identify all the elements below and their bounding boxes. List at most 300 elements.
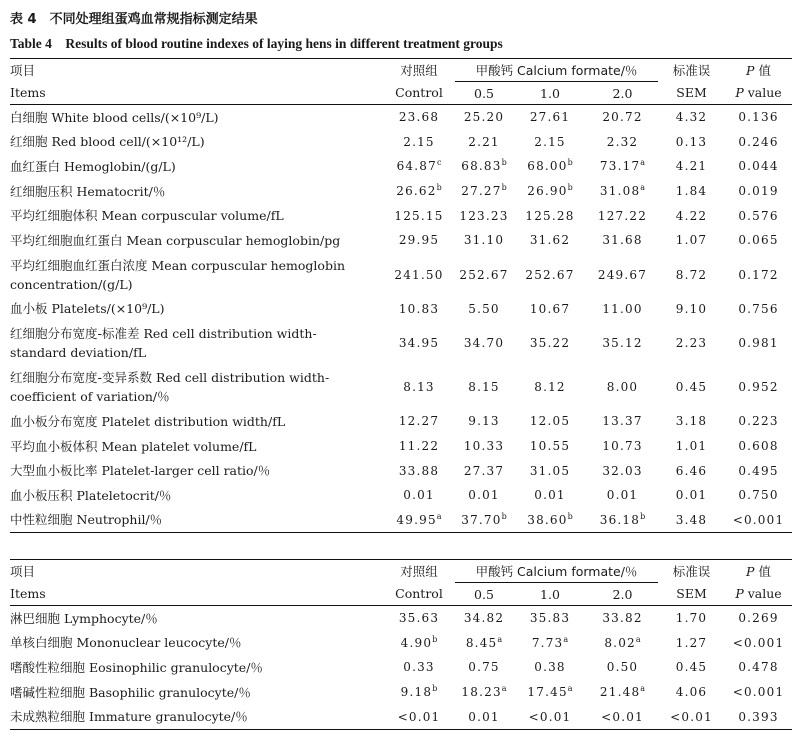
- row-item-label: [10, 483, 383, 508]
- cell-formate-0-5: [455, 508, 513, 533]
- cell-formate-2-0-value: 20.72: [602, 110, 643, 125]
- cell-control-value: 26.62: [396, 184, 437, 199]
- row-item-label: [10, 655, 383, 680]
- table-1-body: [10, 105, 792, 533]
- cell-p-value: [725, 606, 792, 631]
- cell-formate-1-0-value: 10.55: [529, 439, 571, 454]
- cell-control: [383, 321, 455, 365]
- header-p-en: P value: [725, 583, 792, 606]
- cell-formate-0-5-value: 123.23: [459, 208, 509, 223]
- item-name-en: Platelet-larger cell ratio/％: [101, 463, 271, 479]
- cell-sem-value: 1.07: [675, 233, 708, 248]
- cell-control-value: 23.68: [398, 110, 440, 125]
- cell-formate-0-5: [455, 483, 513, 508]
- table-row: [10, 154, 792, 179]
- cell-formate-1-0-value: 31.62: [529, 233, 571, 248]
- cell-p-value-value: 0.952: [738, 380, 779, 395]
- item-name-zh: 红细胞: [10, 134, 48, 150]
- row-item-label: [10, 434, 383, 459]
- cell-control-value: <0.01: [397, 709, 441, 724]
- item-name-en: Platelet distribution width/fL: [101, 413, 286, 429]
- cell-formate-2-0-value: 73.17: [599, 159, 641, 174]
- cell-formate-0-5-value: 0.01: [468, 709, 500, 724]
- cell-control: [383, 458, 455, 483]
- item-name-zh: 未成熟粒细胞: [10, 709, 86, 725]
- header-level-0-5: 0.5: [455, 82, 513, 105]
- cell-formate-1-0: [513, 130, 587, 155]
- table-row: [10, 130, 792, 155]
- item-name-zh: 红细胞分布宽度-标准差: [10, 326, 140, 342]
- cell-p-value: [725, 508, 792, 533]
- cell-formate-1-0: [513, 228, 587, 253]
- item-name-zh: 单核白细胞: [10, 635, 73, 651]
- cell-formate-1-0-value: 8.12: [534, 380, 566, 395]
- cell-formate-1-0: [513, 105, 587, 130]
- cell-formate-0-5-value: 8.45: [465, 635, 498, 650]
- item-name-zh: 红细胞压积: [10, 183, 73, 199]
- cell-p-value: [725, 458, 792, 483]
- cell-formate-1-0: [513, 508, 587, 533]
- row-item-label: [10, 203, 383, 228]
- item-name-zh: 血小板分布宽度: [10, 413, 98, 429]
- item-name-zh: 平均红细胞血红蛋白: [10, 232, 123, 248]
- cell-p-value-value: 0.136: [738, 110, 779, 125]
- cell-sem-value: 0.45: [675, 380, 708, 395]
- cell-control: [383, 154, 455, 179]
- cell-p-value-value: 0.750: [738, 488, 779, 503]
- item-name-en: Neutrophil/％: [76, 512, 163, 528]
- cell-formate-1-0-value: 27.61: [529, 110, 571, 125]
- cell-p-value-value: 0.269: [738, 611, 779, 626]
- cell-control-value: 8.13: [403, 380, 435, 395]
- table-row: [10, 606, 792, 631]
- table-row: [10, 179, 792, 204]
- cell-formate-1-0: [513, 321, 587, 365]
- significance-letter: b: [501, 183, 507, 193]
- cell-control: [383, 606, 455, 631]
- item-name-zh: 血小板压积: [10, 487, 73, 503]
- item-name-zh: 大型血小板比率: [10, 463, 98, 479]
- cell-formate-2-0-value: 8.02: [604, 635, 636, 650]
- significance-letter: b: [567, 158, 573, 168]
- item-name-zh: 红细胞分布宽度-变异系数: [10, 370, 153, 386]
- cell-formate-2-0-value: 13.37: [602, 414, 643, 429]
- cell-p-value: [725, 365, 792, 409]
- table-row: [10, 253, 792, 297]
- cell-formate-0-5-value: 25.20: [463, 110, 505, 125]
- cell-sem: [658, 228, 725, 253]
- header-sem-zh: 标准误: [658, 560, 725, 583]
- cell-control-value: 241.50: [394, 267, 444, 282]
- cell-p-value-value: 0.981: [738, 336, 779, 351]
- item-name-zh: 淋巴细胞: [10, 610, 61, 626]
- significance-letter: c: [436, 158, 442, 168]
- cell-sem: [658, 704, 725, 729]
- cell-sem-value: 9.10: [675, 301, 708, 316]
- header-sem-zh: 标准误: [658, 59, 725, 82]
- table-row: [10, 458, 792, 483]
- row-item-label: [10, 105, 383, 130]
- cell-formate-2-0-value: 31.08: [599, 184, 641, 199]
- header-p-en: P value: [725, 82, 792, 105]
- cell-sem-value: 3.48: [675, 512, 708, 527]
- cell-formate-2-0-value: 0.50: [606, 660, 639, 675]
- cell-formate-2-0-value: <0.01: [601, 709, 644, 724]
- cell-sem: [658, 321, 725, 365]
- significance-letter: a: [635, 634, 641, 644]
- table-row: [10, 409, 792, 434]
- header-level-1-0: 1.0: [513, 82, 587, 105]
- cell-formate-1-0: [513, 458, 587, 483]
- significance-letter: b: [640, 511, 646, 521]
- cell-sem-value: 4.32: [675, 110, 708, 125]
- cell-formate-0-5-value: 2.21: [468, 134, 500, 149]
- cell-formate-0-5-value: 27.27: [461, 184, 502, 199]
- cell-formate-1-0-value: 7.73: [531, 635, 564, 650]
- cell-formate-1-0: [513, 179, 587, 204]
- cell-p-value: [725, 680, 792, 705]
- table-row: [10, 680, 792, 705]
- cell-formate-1-0: [513, 434, 587, 459]
- cell-sem: [658, 154, 725, 179]
- cell-control: [383, 434, 455, 459]
- cell-control: [383, 704, 455, 729]
- item-name-zh: 平均红细胞体积: [10, 208, 98, 224]
- item-name-zh: 血小板: [10, 301, 48, 317]
- item-name-en: Lymphocyte/％: [64, 610, 158, 626]
- table-row: [10, 631, 792, 656]
- cell-control: [383, 483, 455, 508]
- item-name-en: Mean corpuscular hemoglobin: [151, 257, 345, 273]
- cell-formate-2-0: [587, 483, 658, 508]
- cell-sem: [658, 105, 725, 130]
- cell-sem-value: 0.13: [675, 134, 708, 149]
- cell-formate-2-0-value: 127.22: [597, 208, 648, 223]
- cell-formate-2-0-value: 21.48: [599, 685, 641, 700]
- cell-p-value: [725, 297, 792, 322]
- item-name-en: Red cell distribution width-: [156, 370, 330, 386]
- significance-letter: a: [501, 684, 507, 694]
- cell-formate-0-5-value: 9.13: [468, 414, 500, 429]
- cell-control-value: 4.90: [400, 635, 433, 650]
- cell-formate-0-5-value: 34.70: [463, 336, 505, 351]
- cell-formate-0-5: [455, 704, 513, 729]
- significance-letter: a: [497, 634, 503, 644]
- cell-p-value-value: 0.223: [738, 414, 779, 429]
- cell-p-value: [725, 483, 792, 508]
- table-2-body: [10, 606, 792, 730]
- cell-formate-2-0-value: 36.18: [599, 512, 641, 527]
- cell-control-value: 33.88: [398, 463, 440, 478]
- cell-formate-0-5-value: 37.70: [461, 512, 502, 527]
- significance-letter: a: [640, 158, 646, 168]
- table-row: [10, 321, 792, 365]
- item-name-en: Plateletocrit/％: [76, 487, 172, 503]
- cell-sem: [658, 434, 725, 459]
- row-item-label: [10, 228, 383, 253]
- cell-p-value-value: 0.576: [738, 208, 779, 223]
- header-level-2-0: 2.0: [587, 583, 658, 606]
- cell-control: [383, 203, 455, 228]
- cell-p-value-value: 0.172: [738, 267, 779, 282]
- blood-indexes-table-part-2: [10, 559, 792, 730]
- header-calcium-formate-group: 甲酸钙 Calcium formate/％: [455, 560, 658, 583]
- cell-formate-2-0: [587, 606, 658, 631]
- item-name-zh: 平均血小板体积: [10, 438, 98, 454]
- header-level-1-0: 1.0: [513, 583, 587, 606]
- cell-formate-0-5-value: 252.67: [459, 267, 509, 282]
- item-name-en-continued: standard deviation/fL: [10, 345, 146, 361]
- cell-sem: [658, 508, 725, 533]
- table-row: [10, 655, 792, 680]
- cell-sem-value: <0.01: [670, 709, 713, 724]
- cell-control-value: 29.95: [398, 233, 440, 248]
- cell-p-value-value: <0.001: [732, 685, 785, 700]
- row-item-label: [10, 297, 383, 322]
- cell-formate-0-5-value: 5.50: [468, 301, 500, 316]
- cell-formate-1-0-value: 2.15: [534, 134, 566, 149]
- item-name-zh: 血红蛋白: [10, 158, 61, 174]
- cell-formate-0-5: [455, 365, 513, 409]
- cell-formate-1-0: [513, 203, 587, 228]
- cell-control: [383, 680, 455, 705]
- item-name-en: Mean corpuscular volume/fL: [101, 208, 284, 224]
- item-name-en: Red blood cell/(×10¹²/L): [51, 134, 205, 150]
- cell-formate-2-0: [587, 680, 658, 705]
- cell-p-value-value: 0.246: [738, 134, 779, 149]
- item-name-en: Hematocrit/％: [76, 183, 166, 199]
- cell-formate-1-0: [513, 606, 587, 631]
- table-row: [10, 434, 792, 459]
- cell-control-value: 49.95: [396, 512, 437, 527]
- cell-formate-0-5-value: 31.10: [463, 233, 505, 248]
- cell-control-value: 10.83: [398, 301, 440, 316]
- cell-formate-2-0: [587, 434, 658, 459]
- cell-formate-1-0: [513, 680, 587, 705]
- cell-control: [383, 253, 455, 297]
- cell-formate-1-0-value: 0.01: [534, 488, 566, 503]
- cell-control: [383, 655, 455, 680]
- cell-control-value: 34.95: [398, 336, 440, 351]
- cell-formate-2-0: [587, 179, 658, 204]
- row-item-label: [10, 409, 383, 434]
- cell-p-value-value: 0.065: [738, 233, 779, 248]
- cell-formate-1-0-value: 17.45: [527, 685, 568, 700]
- row-item-label: [10, 631, 383, 656]
- cell-formate-0-5: [455, 321, 513, 365]
- cell-formate-0-5-value: 27.37: [463, 463, 505, 478]
- cell-formate-0-5: [455, 297, 513, 322]
- cell-formate-1-0-value: 10.67: [529, 301, 571, 316]
- cell-formate-1-0: [513, 154, 587, 179]
- header-items-en: Items: [10, 82, 383, 105]
- item-name-en: Mean corpuscular hemoglobin/pg: [126, 232, 341, 248]
- cell-formate-2-0: [587, 321, 658, 365]
- table-caption-chinese: 表 4 不同处理组蛋鸡血常规指标测定结果: [10, 12, 258, 27]
- cell-formate-0-5: [455, 434, 513, 459]
- cell-formate-0-5: [455, 130, 513, 155]
- item-name-zh: 嗜碱性粒细胞: [10, 684, 86, 700]
- cell-formate-0-5: [455, 179, 513, 204]
- item-name-en: Immature granulocyte/％: [89, 709, 248, 725]
- cell-sem-value: 0.01: [675, 488, 708, 503]
- cell-formate-1-0: [513, 655, 587, 680]
- cell-sem: [658, 253, 725, 297]
- cell-sem: [658, 483, 725, 508]
- cell-control-value: 2.15: [403, 134, 435, 149]
- cell-p-value: [725, 253, 792, 297]
- cell-formate-0-5-value: 0.75: [468, 660, 500, 675]
- cell-formate-1-0: [513, 409, 587, 434]
- cell-sem-value: 1.84: [675, 184, 708, 199]
- table-caption-english: Table 4 Results of blood routine indexes of laying hens in different treatment groups: [10, 36, 503, 51]
- cell-control: [383, 228, 455, 253]
- header-items-en: Items: [10, 583, 383, 606]
- cell-formate-1-0: [513, 483, 587, 508]
- cell-sem-value: 1.27: [675, 635, 708, 650]
- header-control-zh: 对照组: [383, 59, 455, 82]
- significance-letter: a: [640, 684, 646, 694]
- cell-sem: [658, 655, 725, 680]
- cell-control-value: 0.01: [403, 488, 435, 503]
- item-name-zh: 白细胞: [10, 109, 48, 125]
- table-row: [10, 704, 792, 729]
- cell-control: [383, 365, 455, 409]
- cell-p-value: [725, 704, 792, 729]
- cell-formate-0-5: [455, 228, 513, 253]
- table-row: [10, 365, 792, 409]
- cell-sem: [658, 130, 725, 155]
- cell-formate-1-0: [513, 365, 587, 409]
- cell-p-value: [725, 434, 792, 459]
- cell-p-value-value: 0.019: [738, 184, 779, 199]
- row-item-label: [10, 253, 383, 297]
- header-sem-en: SEM: [658, 82, 725, 105]
- cell-formate-2-0-value: 8.00: [606, 380, 639, 395]
- item-name-en: Basophilic granulocyte/％: [89, 684, 251, 700]
- cell-p-value: [725, 409, 792, 434]
- item-name-en: Mononuclear leucocyte/％: [76, 635, 242, 651]
- cell-p-value: [725, 203, 792, 228]
- cell-p-value: [725, 105, 792, 130]
- cell-formate-2-0-value: 35.12: [602, 336, 643, 351]
- cell-formate-1-0-value: 38.60: [527, 512, 568, 527]
- item-name-en: White blood cells/(×10⁹/L): [51, 109, 219, 125]
- cell-sem: [658, 365, 725, 409]
- cell-p-value-value: 0.044: [738, 159, 779, 174]
- cell-formate-2-0: [587, 253, 658, 297]
- cell-formate-0-5-value: 8.15: [468, 380, 500, 395]
- cell-sem-value: 4.06: [675, 685, 708, 700]
- significance-letter: a: [567, 684, 573, 694]
- cell-sem: [658, 297, 725, 322]
- cell-formate-0-5-value: 0.01: [468, 488, 500, 503]
- cell-formate-0-5: [455, 458, 513, 483]
- cell-formate-2-0: [587, 508, 658, 533]
- item-name-en: Platelets/(×10⁹/L): [51, 301, 165, 317]
- item-name-en-continued: coefficient of variation/％: [10, 389, 170, 405]
- cell-formate-2-0-value: 0.01: [606, 488, 639, 503]
- cell-formate-2-0-value: 10.73: [602, 439, 643, 454]
- cell-p-value: [725, 228, 792, 253]
- cell-formate-0-5: [455, 105, 513, 130]
- row-item-label: [10, 704, 383, 729]
- cell-sem-value: 8.72: [675, 267, 708, 282]
- significance-letter: a: [563, 634, 569, 644]
- cell-p-value: [725, 154, 792, 179]
- row-item-label: [10, 508, 383, 533]
- cell-formate-2-0: [587, 203, 658, 228]
- header-control-en: Control: [383, 583, 455, 606]
- cell-formate-2-0-value: 32.03: [602, 463, 643, 478]
- cell-formate-0-5-value: 68.83: [461, 159, 502, 174]
- row-item-label: [10, 130, 383, 155]
- header-p-zh: P 值: [725, 560, 792, 583]
- cell-formate-0-5: [455, 680, 513, 705]
- table-row: [10, 508, 792, 533]
- header-level-0-5: 0.5: [455, 583, 513, 606]
- cell-formate-2-0: [587, 655, 658, 680]
- significance-letter: b: [501, 511, 507, 521]
- item-name-en: Hemoglobin/(g/L): [64, 158, 176, 174]
- cell-p-value: [725, 321, 792, 365]
- item-name-en: Red cell distribution width-: [143, 326, 317, 342]
- cell-formate-1-0-value: 252.67: [525, 267, 575, 282]
- cell-sem-value: 1.70: [675, 611, 708, 626]
- cell-formate-2-0: [587, 154, 658, 179]
- significance-letter: b: [567, 183, 573, 193]
- cell-formate-0-5: [455, 606, 513, 631]
- header-sem-en: SEM: [658, 583, 725, 606]
- significance-letter: b: [567, 511, 573, 521]
- cell-sem-value: 0.45: [675, 660, 708, 675]
- cell-formate-0-5: [455, 203, 513, 228]
- item-name-zh: 中性粒细胞: [10, 512, 73, 528]
- significance-letter: b: [501, 158, 507, 168]
- cell-formate-2-0: [587, 704, 658, 729]
- cell-formate-1-0: [513, 704, 587, 729]
- cell-p-value-value: 0.393: [738, 709, 779, 724]
- cell-control-value: 9.18: [400, 685, 433, 700]
- cell-p-value-value: 0.495: [738, 463, 779, 478]
- cell-formate-0-5: [455, 655, 513, 680]
- cell-sem-value: 3.18: [675, 414, 708, 429]
- cell-formate-0-5: [455, 631, 513, 656]
- header-control-en: Control: [383, 82, 455, 105]
- item-name-en: Eosinophilic granulocyte/％: [89, 659, 263, 675]
- row-item-label: [10, 154, 383, 179]
- blood-indexes-table-part-1: [10, 58, 792, 533]
- cell-control-value: 125.15: [394, 208, 444, 223]
- cell-sem-value: 6.46: [675, 463, 708, 478]
- cell-control: [383, 130, 455, 155]
- header-items-zh: 项目: [10, 560, 383, 583]
- significance-letter: b: [436, 183, 442, 193]
- cell-control: [383, 297, 455, 322]
- cell-sem: [658, 203, 725, 228]
- table-row: [10, 228, 792, 253]
- cell-formate-0-5-value: 34.82: [463, 611, 505, 626]
- cell-control: [383, 409, 455, 434]
- cell-p-value-value: <0.001: [732, 635, 785, 650]
- cell-formate-1-0-value: 31.05: [529, 463, 571, 478]
- cell-sem: [658, 179, 725, 204]
- cell-control-value: 64.87: [396, 159, 437, 174]
- cell-control-value: 12.27: [398, 414, 440, 429]
- cell-formate-2-0: [587, 297, 658, 322]
- header-control-zh: 对照组: [383, 560, 455, 583]
- cell-p-value: [725, 655, 792, 680]
